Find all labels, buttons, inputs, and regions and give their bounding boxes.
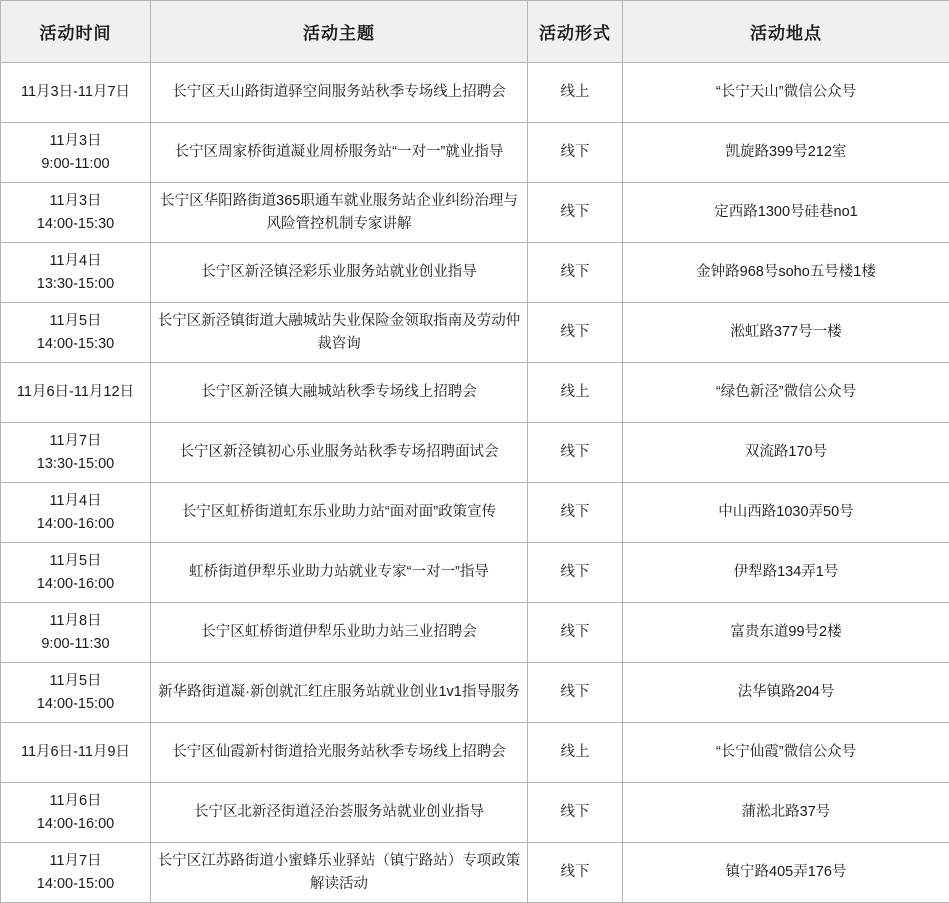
table-header [1,1,949,63]
cell-activity-form: 线下 [528,663,623,723]
cell-activity-form: 线下 [528,123,623,183]
cell-activity-form: 线下 [528,603,623,663]
activity-date: 11月3日 [7,130,144,152]
activity-hours: 9:00-11:00 [7,153,144,175]
cell-activity-topic: 长宁区新泾镇街道大融城站失业保险金领取指南及劳动仲裁咨询 [151,303,528,363]
table-row [1,723,949,783]
column-header-place: 活动地点 [623,1,949,63]
column-header-topic: 活动主题 [151,1,528,63]
activity-hours: 14:00-16:00 [7,573,144,595]
cell-activity-place: 定西路1300号硅巷no1 [623,183,949,243]
table-row [1,483,949,543]
table-row [1,363,949,423]
activity-date: 11月6日 [7,790,144,812]
cell-activity-topic: 长宁区北新泾街道泾治荟服务站就业创业指导 [151,783,528,843]
cell-activity-topic: 新华路街道凝·新创就汇红庄服务站就业创业1v1指导服务 [151,663,528,723]
cell-activity-time [1,243,151,303]
cell-activity-topic: 长宁区江苏路街道小蜜蜂乐业驿站（镇宁路站）专项政策解读活动 [151,843,528,903]
table-row [1,123,949,183]
activity-date: 11月7日 [7,850,144,872]
cell-activity-place: “长宁天山”微信公众号 [623,63,949,123]
activity-date: 11月4日 [7,490,144,512]
cell-activity-place: 镇宁路405弄176号 [623,843,949,903]
cell-activity-place: “长宁仙霞”微信公众号 [623,723,949,783]
cell-activity-place: 伊犁路134弄1号 [623,543,949,603]
activity-date: 11月6日-11月9日 [7,741,144,763]
cell-activity-time [1,363,151,423]
cell-activity-topic: 长宁区虹桥街道虹东乐业助力站“面对面”政策宣传 [151,483,528,543]
cell-activity-place: 金钟路968号soho五号楼1楼 [623,243,949,303]
activity-hours: 14:00-15:00 [7,873,144,895]
cell-activity-place: 凯旋路399号212室 [623,123,949,183]
cell-activity-topic: 长宁区仙霞新村街道拾光服务站秋季专场线上招聘会 [151,723,528,783]
table-row [1,543,949,603]
activity-date: 11月4日 [7,250,144,272]
activity-hours: 9:00-11:30 [7,633,144,655]
table-row [1,783,949,843]
cell-activity-place: “绿色新泾”微信公众号 [623,363,949,423]
cell-activity-place: 双流路170号 [623,423,949,483]
cell-activity-time [1,183,151,243]
cell-activity-form: 线下 [528,183,623,243]
cell-activity-time [1,603,151,663]
cell-activity-form: 线下 [528,483,623,543]
cell-activity-form: 线上 [528,63,623,123]
activity-date: 11月3日 [7,190,144,212]
cell-activity-topic: 长宁区新泾镇大融城站秋季专场线上招聘会 [151,363,528,423]
activity-hours: 14:00-16:00 [7,813,144,835]
table-row [1,243,949,303]
cell-activity-form: 线上 [528,723,623,783]
activity-hours: 14:00-16:00 [7,513,144,535]
cell-activity-place: 淞虹路377号一楼 [623,303,949,363]
table-row [1,63,949,123]
cell-activity-topic: 长宁区周家桥街道凝业周桥服务站“一对一”就业指导 [151,123,528,183]
activity-date: 11月6日-11月12日 [7,381,144,403]
table-row [1,423,949,483]
cell-activity-topic: 虹桥街道伊犁乐业助力站就业专家“一对一”指导 [151,543,528,603]
cell-activity-topic: 长宁区华阳路街道365职通车就业服务站企业纠纷治理与风险管控机制专家讲解 [151,183,528,243]
cell-activity-form: 线下 [528,303,623,363]
cell-activity-topic: 长宁区新泾镇初心乐业服务站秋季专场招聘面试会 [151,423,528,483]
cell-activity-time [1,123,151,183]
cell-activity-time [1,663,151,723]
activity-date: 11月3日-11月7日 [7,81,144,103]
table-body [1,63,949,903]
cell-activity-form: 线下 [528,543,623,603]
cell-activity-form: 线上 [528,363,623,423]
table-row [1,603,949,663]
activity-date: 11月7日 [7,430,144,452]
cell-activity-time [1,483,151,543]
activity-date: 11月5日 [7,550,144,572]
cell-activity-place: 法华镇路204号 [623,663,949,723]
cell-activity-form: 线下 [528,243,623,303]
cell-activity-time [1,843,151,903]
table-row [1,183,949,243]
cell-activity-topic: 长宁区新泾镇泾彩乐业服务站就业创业指导 [151,243,528,303]
activity-hours: 13:30-15:00 [7,453,144,475]
activity-date: 11月5日 [7,310,144,332]
cell-activity-time [1,783,151,843]
cell-activity-time [1,63,151,123]
cell-activity-place: 富贵东道99号2楼 [623,603,949,663]
cell-activity-time [1,723,151,783]
cell-activity-topic: 长宁区虹桥街道伊犁乐业助力站三业招聘会 [151,603,528,663]
activity-date: 11月5日 [7,670,144,692]
cell-activity-time [1,423,151,483]
activity-hours: 14:00-15:00 [7,693,144,715]
table-row [1,303,949,363]
cell-activity-time [1,543,151,603]
table-row [1,663,949,723]
cell-activity-form: 线下 [528,783,623,843]
column-header-form: 活动形式 [528,1,623,63]
column-header-time: 活动时间 [1,1,151,63]
activity-hours: 14:00-15:30 [7,333,144,355]
cell-activity-form: 线下 [528,423,623,483]
activity-date: 11月8日 [7,610,144,632]
activity-hours: 13:30-15:00 [7,273,144,295]
cell-activity-place: 中山西路1030弄50号 [623,483,949,543]
table-header-row [1,1,949,63]
cell-activity-time [1,303,151,363]
cell-activity-topic: 长宁区天山路街道驿空间服务站秋季专场线上招聘会 [151,63,528,123]
activity-hours: 14:00-15:30 [7,213,144,235]
cell-activity-place: 蒲淞北路37号 [623,783,949,843]
table-row [1,843,949,903]
cell-activity-form: 线下 [528,843,623,903]
